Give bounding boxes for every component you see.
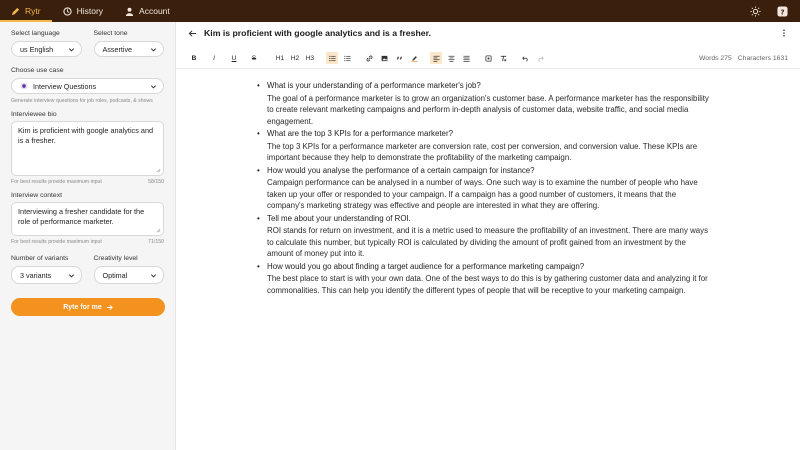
- align-center-button[interactable]: [445, 52, 457, 64]
- align-justify-button[interactable]: [460, 52, 472, 64]
- strikethrough-button[interactable]: S: [251, 54, 257, 62]
- chevron-down-icon: [68, 272, 75, 279]
- underline-button[interactable]: U: [231, 54, 237, 62]
- tone-value: Assertive: [102, 44, 133, 54]
- use-case-hint: Generate interview questions for job roles, podcasts, & shows: [11, 98, 153, 104]
- question-item: [257, 128, 713, 140]
- ai-tools-button[interactable]: [482, 52, 494, 64]
- tab-account-label: Account: [139, 6, 170, 16]
- theme-toggle-icon[interactable]: [750, 6, 761, 17]
- redo-button[interactable]: [534, 52, 546, 64]
- answer-text: The goal of a performance marketer is to grow an organization's customer base. A performance marketer has the responsibility to create relevant marketing campaigns and perform in-depth analysis of customer data, website traffic, and social media engagement.: [267, 93, 709, 126]
- heading3-button[interactable]: H3: [305, 54, 315, 62]
- question-text: What is your understanding of a performance marketer's job?: [267, 81, 481, 90]
- context-count: 71/150: [148, 239, 164, 245]
- help-icon[interactable]: [777, 6, 788, 17]
- chevron-down-icon: [150, 272, 157, 279]
- context-hint: For best results provide maximum input: [11, 239, 102, 245]
- formatting-toolbar: [188, 52, 788, 64]
- question-text: Tell me about your understanding of ROI.: [267, 213, 411, 223]
- bullet-icon: •: [257, 165, 260, 175]
- use-case-label: Choose use case: [11, 67, 64, 74]
- editor-panel: [176, 22, 800, 450]
- tone-label: Select tone: [93, 30, 128, 37]
- language-value: us English: [20, 44, 54, 54]
- link-icon: [366, 55, 373, 62]
- tab-history-label: History: [76, 6, 104, 16]
- tone-select[interactable]: [94, 41, 165, 57]
- ryte-for-me-button[interactable]: [11, 298, 165, 316]
- arrow-right-icon: [106, 304, 113, 311]
- quote-icon: [396, 55, 403, 62]
- chevron-down-icon: [150, 83, 157, 90]
- answer-text: Campaign performance can be analysed in a number of ways. One such way is to examine the number of people who have taken up your offer or responded to your campaign. If a campaign has a good number of customers, it means that the company's marketing strategy was effective and people are interested in what they are offering.: [267, 178, 698, 210]
- question-item: [257, 80, 713, 92]
- creativity-label: Creativity level: [93, 255, 138, 262]
- redo-icon: [537, 55, 544, 62]
- creativity-value: Optimal: [102, 270, 128, 280]
- question-item: [257, 165, 713, 177]
- tab-history[interactable]: [52, 0, 114, 22]
- bio-label: Interviewee bio: [11, 111, 57, 118]
- character-count: Characters 1631: [737, 54, 788, 62]
- bio-value: Kim is proficient with google analytics and is a fresher.: [18, 126, 154, 145]
- heading2-button[interactable]: H2: [290, 54, 300, 62]
- editor-content[interactable]: [257, 80, 713, 297]
- bullet-icon: •: [257, 81, 260, 90]
- bullet-list-button[interactable]: [326, 52, 338, 64]
- user-icon: [125, 7, 134, 16]
- bio-count: 58/150: [148, 179, 164, 185]
- variants-label: Number of variants: [11, 255, 69, 262]
- align-justify-icon: [463, 55, 470, 62]
- answer-text: The top 3 KPIs for a performance marketer are conversion rate, cost per conversion, and conversion value. These KPIs are important because they help to demonstrate the profitability of the marketing campaign.: [267, 141, 698, 162]
- question-item: [257, 213, 713, 225]
- document-title: Kim is proficient with google analytics and is a fresher.: [204, 28, 431, 38]
- bio-textarea[interactable]: [11, 121, 164, 176]
- question-text: What are the top 3 KPIs for a performance marketer?: [267, 129, 453, 138]
- language-label: Select language: [11, 30, 60, 37]
- highlighter-icon: [411, 55, 418, 62]
- more-options-icon[interactable]: [780, 29, 788, 37]
- word-count: Words 275: [699, 54, 732, 62]
- question-text: How would you analyse the performance of a certain campaign for instance?: [267, 165, 535, 175]
- variants-select[interactable]: [11, 266, 82, 284]
- align-left-icon: [433, 55, 440, 62]
- undo-icon: [522, 55, 529, 62]
- use-case-icon: [20, 82, 28, 90]
- tab-rytr-label: Rytr: [25, 6, 41, 16]
- context-label: Interview context: [11, 192, 62, 199]
- numbered-list-icon: [344, 55, 351, 62]
- bold-button[interactable]: B: [191, 54, 197, 62]
- align-center-icon: [448, 55, 455, 62]
- top-nav: [0, 0, 800, 22]
- pen-icon: [11, 7, 20, 16]
- highlight-button[interactable]: [408, 52, 420, 64]
- image-button[interactable]: [378, 52, 390, 64]
- back-arrow-icon[interactable]: [188, 29, 197, 38]
- answer-text: The best place to start is with your own data. One of the best ways to do this is by gathering customer data and analyzing it for commonalities. This can help you identify the different types of people that will be receptive to your marketing campaign.: [267, 274, 708, 295]
- variants-value: 3 variants: [20, 270, 52, 280]
- heading1-button[interactable]: H1: [275, 54, 285, 62]
- chevron-down-icon: [150, 46, 157, 53]
- bullet-icon: •: [257, 261, 260, 271]
- tab-rytr[interactable]: [0, 0, 52, 22]
- tab-account[interactable]: [114, 0, 181, 22]
- clear-format-button[interactable]: [497, 52, 509, 64]
- chevron-down-icon: [68, 46, 75, 53]
- undo-button[interactable]: [519, 52, 531, 64]
- bullet-icon: •: [257, 129, 260, 138]
- history-icon: [63, 7, 72, 16]
- toolbar-divider: [176, 68, 800, 69]
- quote-button[interactable]: [393, 52, 405, 64]
- bullet-list-icon: [329, 55, 336, 62]
- svg-text:?: ?: [780, 6, 785, 16]
- resize-grip-icon[interactable]: [156, 228, 161, 233]
- italic-button[interactable]: I: [213, 54, 215, 62]
- use-case-value: Interview Questions: [33, 81, 97, 91]
- question-text: How would you go about finding a target audience for a performance marketing campaign?: [267, 261, 585, 271]
- context-textarea[interactable]: [11, 202, 164, 236]
- use-case-select[interactable]: [11, 78, 164, 94]
- ai-tools-icon: [485, 55, 492, 62]
- context-value: Interviewing a fresher candidate for the role of performance marketer.: [18, 207, 145, 226]
- resize-grip-icon[interactable]: [156, 168, 161, 173]
- creativity-select[interactable]: [94, 266, 165, 284]
- sidebar: [0, 22, 176, 450]
- align-left-button[interactable]: [430, 52, 442, 64]
- clear-format-icon: [500, 55, 507, 62]
- ryte-for-me-label: Ryte for me: [63, 303, 102, 311]
- bio-hint: For best results provide maximum input: [11, 179, 102, 185]
- question-item: [257, 261, 713, 273]
- numbered-list-button[interactable]: [341, 52, 353, 64]
- language-select[interactable]: [11, 41, 82, 57]
- answer-text: ROI stands for return on investment, and it is a metric used to measure the profitability of an investment. There are many ways to calculate this number, but typically ROI is calculated by dividing the amount of profit gained from an investment by the amount of money put into it.: [267, 226, 709, 258]
- link-button[interactable]: [363, 52, 375, 64]
- bullet-icon: •: [257, 213, 260, 223]
- image-icon: [381, 55, 388, 62]
